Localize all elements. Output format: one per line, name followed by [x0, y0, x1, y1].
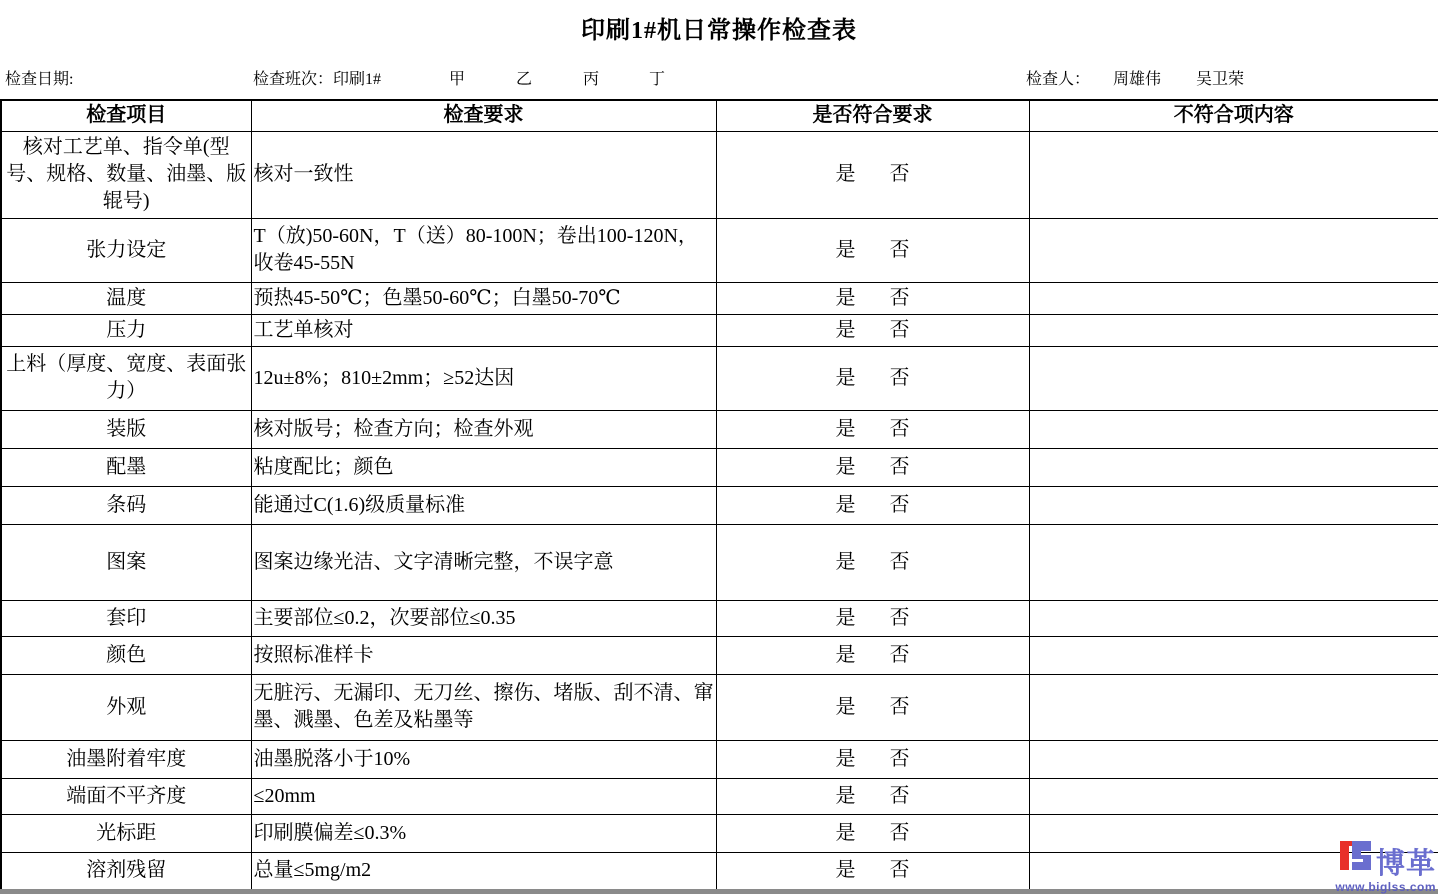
requirement-cell: 核对版号；检查方向；检查外观	[251, 410, 716, 448]
table-row	[1, 282, 1438, 314]
yes-no-cell	[716, 524, 1029, 600]
no-option: 否	[889, 318, 910, 341]
no-option: 否	[889, 163, 910, 185]
item-cell: 外观	[1, 674, 251, 740]
inspector-name: 吴卫荣	[1196, 71, 1245, 88]
nonconforming-cell	[1029, 218, 1438, 282]
requirement-cell: 核对一致性	[251, 131, 716, 218]
watermark-brand-text: 博革	[1375, 848, 1436, 880]
table-header-row	[1, 100, 1438, 131]
page-bottom-divider	[0, 889, 1438, 894]
requirement-cell: 印刷膜偏差≤0.3%	[251, 814, 716, 852]
no-option: 否	[889, 821, 910, 844]
item-cell: 条码	[1, 486, 251, 524]
item-cell: 上料（厚度、宽度、表面张力）	[1, 346, 251, 410]
header-requirement: 检查要求	[251, 100, 716, 131]
yes-option: 是	[835, 747, 856, 770]
table-row	[1, 314, 1438, 346]
nonconforming-cell	[1029, 600, 1438, 636]
yes-no-cell	[716, 346, 1029, 410]
inspector-name: 周雄伟	[1113, 71, 1162, 88]
no-option: 否	[889, 493, 910, 516]
item-cell: 装版	[1, 410, 251, 448]
requirement-cell: 12u±8%；810±2mm；≥52达因	[251, 346, 716, 410]
yes-no-cell	[716, 314, 1029, 346]
table-row	[1, 524, 1438, 600]
nonconforming-cell	[1029, 674, 1438, 740]
table-row	[1, 778, 1438, 814]
requirement-cell: ≤20mm	[251, 778, 716, 814]
nonconforming-cell	[1029, 314, 1438, 346]
yes-no-cell	[716, 636, 1029, 674]
yes-option: 是	[835, 455, 856, 478]
nonconforming-cell	[1029, 524, 1438, 600]
yes-option: 是	[835, 695, 856, 718]
requirement-cell: 工艺单核对	[251, 314, 716, 346]
item-cell: 油墨附着牢度	[1, 740, 251, 778]
table-row	[1, 448, 1438, 486]
item-cell: 溶剂残留	[1, 852, 251, 890]
inspection-date-label: 检查日期:	[5, 71, 74, 88]
requirement-cell: T（放)50-60N，T（送）80-100N；卷出100-120N，收卷45-55N	[251, 218, 716, 282]
nonconforming-cell	[1029, 448, 1438, 486]
yes-option: 是	[835, 238, 856, 261]
yes-option: 是	[835, 286, 856, 309]
yes-no-cell	[716, 740, 1029, 778]
nonconforming-cell	[1029, 740, 1438, 778]
table-row	[1, 814, 1438, 852]
table-row	[1, 131, 1438, 218]
yes-no-cell	[716, 131, 1029, 218]
table-row	[1, 346, 1438, 410]
nonconforming-cell	[1029, 486, 1438, 524]
item-cell: 光标距	[1, 814, 251, 852]
no-option: 否	[889, 550, 910, 573]
yes-no-cell	[716, 448, 1029, 486]
shift-option-bing: 丙	[583, 71, 600, 88]
shift-option-jia: 甲	[449, 71, 466, 88]
item-cell: 温度	[1, 282, 251, 314]
yes-no-cell	[716, 674, 1029, 740]
shift-option-yi: 乙	[516, 71, 533, 88]
no-option: 否	[889, 417, 910, 440]
requirement-cell: 总量≤5mg/m2	[251, 852, 716, 890]
requirement-cell: 预热45-50℃；色墨50-60℃；白墨50-70℃	[251, 282, 716, 314]
no-option: 否	[889, 859, 910, 882]
no-option: 否	[889, 695, 910, 718]
header-nonconforming: 不符合项内容	[1029, 100, 1438, 131]
no-option: 否	[889, 286, 910, 309]
no-option: 否	[889, 747, 910, 770]
yes-option: 是	[835, 784, 856, 807]
yes-option: 是	[835, 643, 856, 666]
yes-no-cell	[716, 852, 1029, 890]
inspector-label: 检查人：	[1026, 71, 1091, 88]
yes-option: 是	[835, 606, 856, 629]
nonconforming-cell	[1029, 346, 1438, 410]
watermark-url-text: www.biglss.com	[1335, 880, 1436, 894]
requirement-cell: 按照标准样卡	[251, 636, 716, 674]
no-option: 否	[889, 643, 910, 666]
yes-no-cell	[716, 486, 1029, 524]
yes-no-cell	[716, 600, 1029, 636]
yes-no-cell	[716, 282, 1029, 314]
requirement-cell: 油墨脱落小于10%	[251, 740, 716, 778]
yes-option: 是	[835, 318, 856, 341]
item-cell: 压力	[1, 314, 251, 346]
yes-no-cell	[716, 410, 1029, 448]
requirement-cell: 能通过C(1.6)级质量标准	[251, 486, 716, 524]
yes-no-cell	[716, 778, 1029, 814]
yes-option: 是	[835, 417, 856, 440]
table-row	[1, 674, 1438, 740]
nonconforming-cell	[1029, 636, 1438, 674]
yes-option: 是	[835, 493, 856, 516]
page-title: 印刷1#机日常操作检查表	[581, 18, 857, 44]
yes-no-cell	[716, 218, 1029, 282]
yes-option: 是	[835, 163, 856, 185]
yes-option: 是	[835, 859, 856, 882]
item-cell: 配墨	[1, 448, 251, 486]
table-row	[1, 636, 1438, 674]
yes-option: 是	[835, 550, 856, 573]
requirement-cell: 粘度配比；颜色	[251, 448, 716, 486]
header-check-item: 检查项目	[1, 100, 251, 131]
no-option: 否	[889, 784, 910, 807]
biglss-watermark	[1314, 843, 1436, 894]
item-cell: 端面不平齐度	[1, 778, 251, 814]
table-row	[1, 410, 1438, 448]
nonconforming-cell	[1029, 778, 1438, 814]
no-option: 否	[889, 606, 910, 629]
form-meta-row	[0, 66, 1438, 94]
checklist-table	[0, 99, 1438, 891]
no-option: 否	[889, 366, 910, 389]
item-cell: 核对工艺单、指令单(型号、规格、数量、油墨、版辊号)	[1, 131, 251, 218]
nonconforming-cell	[1029, 410, 1438, 448]
table-row	[1, 852, 1438, 890]
item-cell: 颜色	[1, 636, 251, 674]
table-row	[1, 218, 1438, 282]
requirement-cell: 图案边缘光洁、文字清晰完整，不误字意	[251, 524, 716, 600]
no-option: 否	[889, 455, 910, 478]
table-row	[1, 486, 1438, 524]
nonconforming-cell	[1029, 131, 1438, 218]
item-cell: 套印	[1, 600, 251, 636]
yes-option: 是	[835, 366, 856, 389]
yes-option: 是	[835, 821, 856, 844]
requirement-cell: 无脏污、无漏印、无刀丝、擦伤、堵版、刮不清、窜墨、溅墨、色差及粘墨等	[251, 674, 716, 740]
requirement-cell: 主要部位≤0.2，次要部位≤0.35	[251, 600, 716, 636]
table-row	[1, 600, 1438, 636]
nonconforming-cell	[1029, 282, 1438, 314]
biglss-logo-icon	[1337, 838, 1373, 879]
item-cell: 图案	[1, 524, 251, 600]
item-cell: 张力设定	[1, 218, 251, 282]
no-option: 否	[889, 238, 910, 261]
shift-option-ding: 丁	[649, 71, 666, 88]
header-conformity: 是否符合要求	[716, 100, 1029, 131]
yes-no-cell	[716, 814, 1029, 852]
inspection-shift-label: 检查班次：印刷1#	[253, 71, 382, 88]
table-row	[1, 740, 1438, 778]
